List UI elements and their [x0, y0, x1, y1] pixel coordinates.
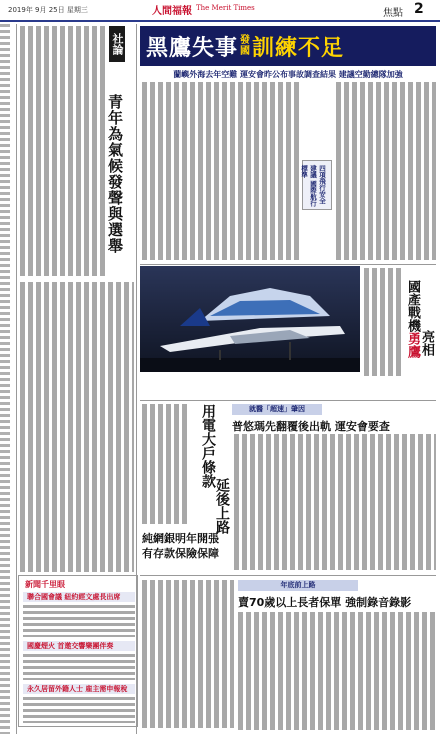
- jet-title-a: 國產戰機勇鷹: [405, 280, 420, 358]
- headline-box-bottom: 國: [240, 46, 251, 57]
- news-item-2-text: [23, 654, 135, 680]
- headline-part-b: 訓練不足: [252, 35, 345, 61]
- newspaper-logo: 人間福報: [152, 6, 192, 17]
- train-story-text: [234, 434, 436, 570]
- row-rule: [140, 264, 436, 265]
- news-item-1-title: 聯合國會議 紐約經文處長出席: [23, 592, 135, 602]
- issue-date: 2019年 9月 25日 星期三: [8, 6, 88, 14]
- jet-story-text: [364, 268, 404, 376]
- power-headline-b: 延後上路: [214, 478, 230, 534]
- elder-headline: 賣70歲以上長者保單 強制錄音錄影: [238, 596, 412, 609]
- row-rule: [140, 575, 436, 576]
- safety-recommendation-box: [302, 160, 332, 210]
- power-headline-a: 用電大戶條款: [200, 404, 216, 488]
- bank-headline-2: 有存款保險保障: [142, 547, 219, 560]
- safety-box-text: 四項飛行安全建議 國際航行標準: [300, 165, 326, 207]
- news-item-3-title: 永久居留外籍人士 雇主需申報稅: [23, 684, 135, 694]
- left-edge-text: [0, 24, 10, 734]
- headline-box: [240, 35, 250, 57]
- editorial-title: 青年為氣候發聲與選舉: [106, 94, 124, 254]
- bank-story-text: [142, 580, 234, 728]
- bank-headline-1: 純網銀明年開張: [142, 532, 219, 545]
- main-story-text: [336, 82, 436, 260]
- main-subheadline: 蘭嶼外海去年空難 運安會昨公布事故調查結果 建議空勤總隊加強: [173, 70, 403, 79]
- newspaper-logo-english: The Merit Times: [196, 4, 255, 12]
- jet-illustration: [140, 266, 360, 372]
- elder-kicker: 年底前上路: [238, 580, 358, 591]
- column-rule: [16, 24, 17, 734]
- headline-part-a: 黑鷹失事: [146, 35, 239, 61]
- news-item-1-text: [23, 605, 135, 637]
- editorial-tag: 社論: [109, 26, 125, 62]
- page-number: 2: [414, 1, 424, 17]
- elder-story-text: [238, 612, 436, 730]
- row-rule: [140, 400, 436, 401]
- news-item-3-text: [23, 697, 135, 723]
- jet-photo: [140, 266, 360, 372]
- editorial-text: [20, 282, 134, 572]
- train-headline: 普悠瑪先翻覆後出軌 運安會要查: [232, 420, 390, 433]
- power-story-text: [142, 404, 188, 524]
- jet-title-c: 亮相: [419, 330, 434, 356]
- editorial-text: [20, 26, 106, 276]
- main-headline-banner: [140, 26, 436, 66]
- news-item-2-title: 國慶煙火 首邀交響樂團伴奏: [23, 641, 135, 651]
- news-brief-box: [18, 575, 138, 727]
- jet-headline-box: [405, 280, 436, 384]
- news-brief-title: 新聞千里眼: [25, 580, 65, 589]
- main-story-text: [142, 82, 302, 260]
- section-name: 焦點: [383, 8, 403, 19]
- page-header: [0, 0, 440, 22]
- train-kicker: 就醫「超速」肇因: [232, 404, 322, 415]
- headline-box-top: 發: [240, 35, 251, 46]
